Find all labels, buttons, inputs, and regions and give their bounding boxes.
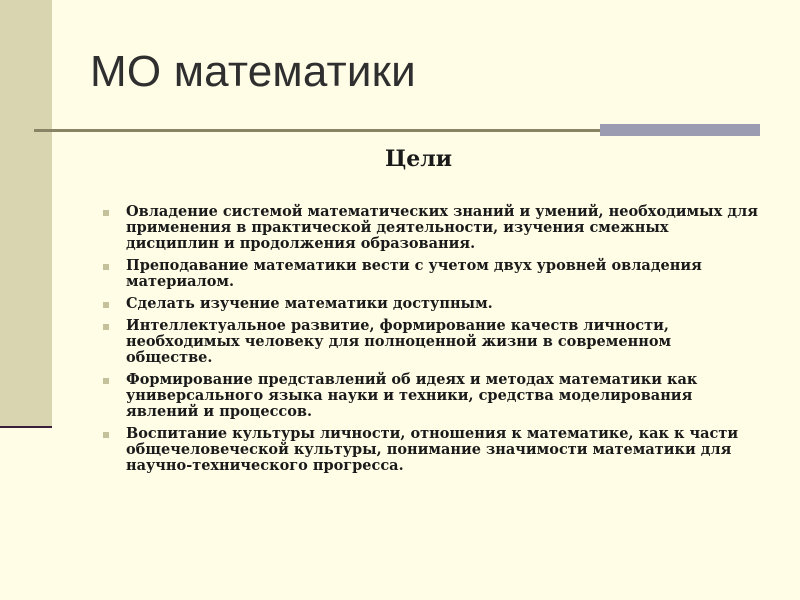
slide-title: МО математики [90,47,416,96]
slide-subtitle: Цели [385,146,453,172]
goals-list [100,204,760,480]
goal-item [100,426,760,474]
side-decoration-bar [0,0,52,428]
square-bullet-icon [103,210,109,216]
square-bullet-icon [103,264,109,270]
goal-text: Интеллектуальное развитие, формирование качеств личности, необходимых человеку для полноценной жизни в современном обществе. [126,317,672,366]
square-bullet-icon [103,432,109,438]
square-bullet-icon [103,302,109,308]
title-divider-accent [600,124,760,136]
goal-text: Преподавание математики вести с учетом двух уровней овладения материалом. [126,257,702,290]
goal-item [100,204,760,252]
goal-text: Воспитание культуры личности, отношения к математике, как к части общечеловеческой культуры, понимание значимости математики для научно-технического прогресса. [126,425,739,474]
goal-item [100,372,760,420]
goal-item [100,296,760,312]
side-decoration-underline [0,426,52,428]
goal-text: Формирование представлений об идеях и методах математики как универсального языка науки и техники, средства моделирования явлений и процессов. [126,371,698,420]
goal-item [100,258,760,290]
goal-text: Сделать изучение математики доступным. [126,295,493,312]
square-bullet-icon [103,378,109,384]
square-bullet-icon [103,324,109,330]
goal-item [100,318,760,366]
title-divider-line [34,129,600,132]
goal-text: Овладение системой математических знаний и умений, необходимых для применения в практической деятельности, изучения смежных дисциплин и продолжения образования. [126,203,758,252]
